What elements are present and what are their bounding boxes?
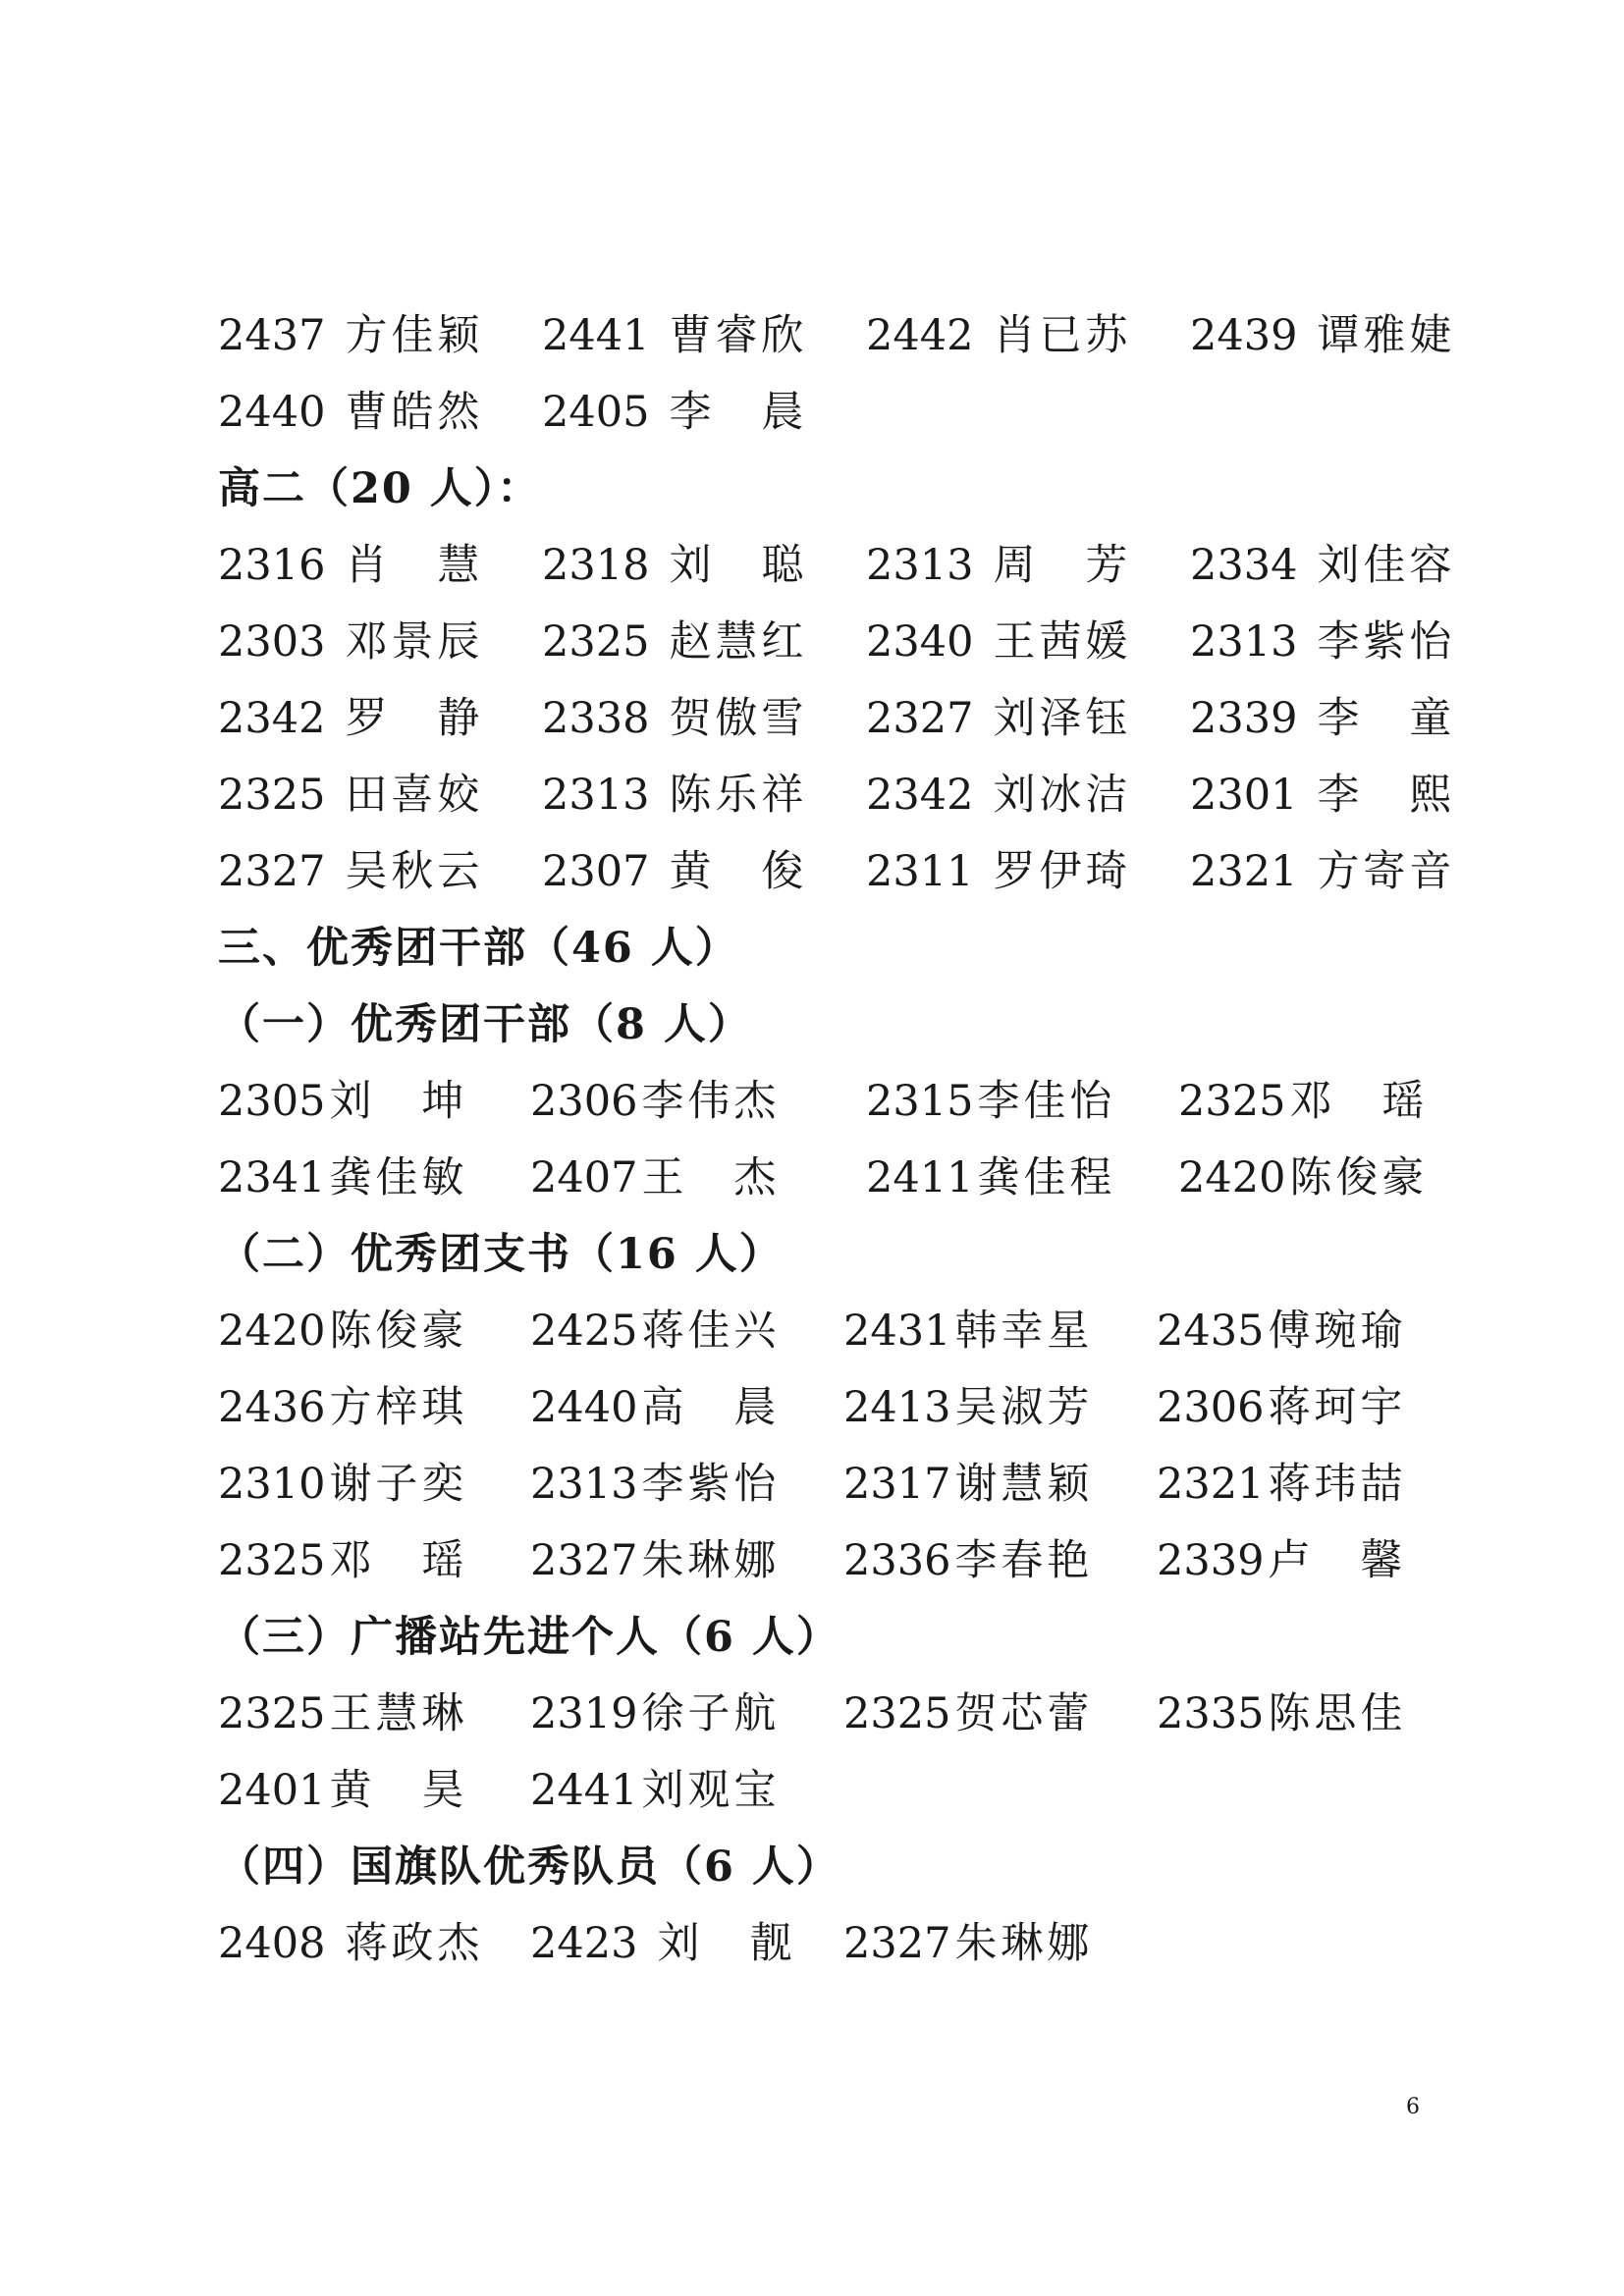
name-entry xyxy=(218,766,483,825)
student-name: 方佳颖 xyxy=(345,311,484,360)
name-entry xyxy=(218,1148,467,1207)
student-name: 刘冰洁 xyxy=(993,771,1132,820)
class-number: 2420 xyxy=(1178,1153,1286,1202)
student-name: 方梓琪 xyxy=(329,1383,468,1432)
name-entry xyxy=(1157,1302,1406,1361)
class-number: 2305 xyxy=(218,1077,326,1126)
class-number: 2425 xyxy=(530,1307,638,1356)
name-entry xyxy=(542,689,807,748)
class-number: 2318 xyxy=(542,541,650,590)
class-number: 2338 xyxy=(542,694,650,743)
student-name: 刘 坤 xyxy=(329,1077,468,1126)
class-number: 2317 xyxy=(843,1460,951,1509)
student-name: 罗伊琦 xyxy=(993,847,1132,896)
name-entry xyxy=(530,1072,780,1131)
section-heading: 三、优秀团干部（46 人） xyxy=(218,924,739,973)
class-number: 2306 xyxy=(1157,1383,1265,1432)
class-number: 2313 xyxy=(542,771,650,820)
student-name: 龚佳敏 xyxy=(329,1153,468,1202)
student-name: 王 杰 xyxy=(641,1153,781,1202)
section-heading: （三）广播站先进个人（6 人） xyxy=(218,1613,840,1662)
student-name: 肖 慧 xyxy=(345,541,484,590)
name-entry xyxy=(1157,1455,1406,1514)
class-number: 2342 xyxy=(866,771,974,820)
class-number: 2316 xyxy=(218,541,326,590)
name-entry xyxy=(218,1684,467,1743)
name-entry xyxy=(1190,842,1455,901)
name-entry xyxy=(1157,1378,1406,1437)
class-number: 2336 xyxy=(843,1536,951,1585)
class-number: 2325 xyxy=(843,1689,951,1738)
class-number: 2327 xyxy=(218,847,326,896)
name-entry xyxy=(530,1455,780,1514)
name-entry xyxy=(218,1531,467,1590)
class-number: 2340 xyxy=(866,617,974,667)
student-name: 高 晨 xyxy=(641,1383,781,1432)
student-name: 李紫怡 xyxy=(641,1460,781,1509)
name-entry xyxy=(866,306,1131,365)
name-entry xyxy=(843,1455,1093,1514)
student-name: 蒋政杰 xyxy=(345,1919,484,1968)
student-name: 邓景辰 xyxy=(345,617,484,667)
student-name: 陈思佳 xyxy=(1268,1689,1407,1738)
student-name: 黄 昊 xyxy=(329,1766,468,1815)
section-heading: 高二（20 人）： xyxy=(218,464,542,513)
name-entry xyxy=(866,1072,1115,1131)
class-number: 2413 xyxy=(843,1383,951,1432)
class-number: 2407 xyxy=(530,1153,638,1202)
class-number: 2431 xyxy=(843,1307,951,1356)
class-number: 2339 xyxy=(1190,694,1298,743)
student-name: 陈俊豪 xyxy=(329,1307,468,1356)
name-entry xyxy=(218,1455,467,1514)
student-name: 贺傲雪 xyxy=(669,694,808,743)
student-name: 李 晨 xyxy=(669,388,808,437)
name-entry xyxy=(843,1531,1093,1590)
name-entry xyxy=(530,1302,780,1361)
student-name: 朱琳娜 xyxy=(954,1919,1094,1968)
class-number: 2315 xyxy=(866,1077,974,1126)
class-number: 2437 xyxy=(218,311,326,360)
class-number: 2325 xyxy=(1178,1077,1286,1126)
name-entry xyxy=(1157,1531,1406,1590)
student-name: 谢慧颖 xyxy=(954,1460,1094,1509)
class-number: 2311 xyxy=(866,847,974,896)
name-entry xyxy=(866,689,1131,748)
name-entry xyxy=(866,766,1131,825)
class-number: 2339 xyxy=(1157,1536,1265,1585)
class-number: 2307 xyxy=(542,847,650,896)
name-entry xyxy=(542,383,807,442)
name-entry xyxy=(866,613,1131,671)
class-number: 2342 xyxy=(218,694,326,743)
class-number: 2306 xyxy=(530,1077,638,1126)
name-entry xyxy=(1190,536,1455,595)
class-number: 2401 xyxy=(218,1766,326,1815)
name-entry xyxy=(866,1148,1115,1207)
student-name: 傅琬瑜 xyxy=(1268,1307,1407,1356)
student-name: 李 熙 xyxy=(1317,771,1456,820)
name-entry xyxy=(542,613,807,671)
name-entry xyxy=(218,306,483,365)
name-entry xyxy=(218,1761,467,1820)
student-name: 田喜姣 xyxy=(345,771,484,820)
student-name: 李佳怡 xyxy=(977,1077,1116,1126)
name-entry xyxy=(1190,613,1455,671)
name-entry xyxy=(542,842,807,901)
name-entry xyxy=(530,1148,780,1207)
student-name: 刘佳容 xyxy=(1317,541,1456,590)
name-entry xyxy=(866,842,1131,901)
class-number: 2405 xyxy=(542,388,650,437)
class-number: 2334 xyxy=(1190,541,1298,590)
name-entry xyxy=(530,1761,780,1820)
name-entry xyxy=(530,1531,780,1590)
student-name: 曹皓然 xyxy=(345,388,484,437)
class-number: 2325 xyxy=(218,1536,326,1585)
student-name: 王慧琳 xyxy=(329,1689,468,1738)
student-name: 刘 靓 xyxy=(657,1919,796,1968)
section-heading: （四）国旗队优秀队员（6 人） xyxy=(218,1842,840,1892)
class-number: 2325 xyxy=(218,1689,326,1738)
class-number: 2440 xyxy=(530,1383,638,1432)
class-number: 2436 xyxy=(218,1383,326,1432)
class-number: 2301 xyxy=(1190,771,1298,820)
student-name: 贺芯蕾 xyxy=(954,1689,1094,1738)
student-name: 曹睿欣 xyxy=(669,311,808,360)
name-entry xyxy=(1178,1148,1428,1207)
name-entry xyxy=(1190,306,1455,365)
name-entry xyxy=(218,842,483,901)
class-number: 2439 xyxy=(1190,311,1298,360)
name-entry xyxy=(530,1684,780,1743)
name-entry xyxy=(218,1072,467,1131)
name-entry xyxy=(542,306,807,365)
name-entry xyxy=(542,766,807,825)
student-name: 吴秋云 xyxy=(345,847,484,896)
class-number: 2423 xyxy=(530,1919,638,1968)
student-name: 王茜媛 xyxy=(993,617,1132,667)
student-name: 李春艳 xyxy=(954,1536,1094,1585)
class-number: 2435 xyxy=(1157,1307,1265,1356)
name-entry xyxy=(843,1302,1093,1361)
class-number: 2335 xyxy=(1157,1689,1265,1738)
name-entry xyxy=(218,536,483,595)
student-name: 蒋佳兴 xyxy=(641,1307,781,1356)
name-entry xyxy=(218,383,483,442)
student-name: 朱琳娜 xyxy=(641,1536,781,1585)
class-number: 2313 xyxy=(866,541,974,590)
student-name: 刘泽钰 xyxy=(993,694,1132,743)
class-number: 2325 xyxy=(218,771,326,820)
class-number: 2441 xyxy=(542,311,650,360)
student-name: 蒋珂宇 xyxy=(1268,1383,1407,1432)
name-entry xyxy=(218,689,483,748)
class-number: 2321 xyxy=(1190,847,1298,896)
class-number: 2319 xyxy=(530,1689,638,1738)
student-name: 韩幸星 xyxy=(954,1307,1094,1356)
name-entry xyxy=(843,1684,1093,1743)
student-name: 谢子奕 xyxy=(329,1460,468,1509)
class-number: 2440 xyxy=(218,388,326,437)
name-entry xyxy=(1190,766,1455,825)
student-name: 邓 瑶 xyxy=(1289,1077,1429,1126)
student-name: 李伟杰 xyxy=(641,1077,781,1126)
student-name: 肖已苏 xyxy=(993,311,1132,360)
page-number: 6 xyxy=(1406,2095,1420,2119)
name-entry xyxy=(218,1378,467,1437)
student-name: 刘 聪 xyxy=(669,541,808,590)
student-name: 徐子航 xyxy=(641,1689,781,1738)
name-entry xyxy=(1190,689,1455,748)
student-name: 邓 瑶 xyxy=(329,1536,468,1585)
student-name: 陈俊豪 xyxy=(1289,1153,1429,1202)
name-entry xyxy=(530,1378,780,1437)
class-number: 2408 xyxy=(218,1919,326,1968)
student-name: 刘观宝 xyxy=(641,1766,781,1815)
class-number: 2327 xyxy=(530,1536,638,1585)
class-number: 2327 xyxy=(843,1919,951,1968)
student-name: 吴淑芳 xyxy=(954,1383,1094,1432)
student-name: 赵慧红 xyxy=(669,617,808,667)
section-heading: （一）优秀团干部（8 人） xyxy=(218,1000,752,1049)
class-number: 2321 xyxy=(1157,1460,1265,1509)
class-number: 2325 xyxy=(542,617,650,667)
name-entry xyxy=(843,1914,1093,1973)
student-name: 卢 馨 xyxy=(1268,1536,1407,1585)
class-number: 2411 xyxy=(866,1153,974,1202)
class-number: 2341 xyxy=(218,1153,326,1202)
class-number: 2313 xyxy=(1190,617,1298,667)
class-number: 2442 xyxy=(866,311,974,360)
student-name: 方寄音 xyxy=(1317,847,1456,896)
student-name: 黄 俊 xyxy=(669,847,808,896)
name-entry xyxy=(218,613,483,671)
class-number: 2303 xyxy=(218,617,326,667)
student-name: 谭雅婕 xyxy=(1317,311,1456,360)
student-name: 蒋玮喆 xyxy=(1268,1460,1407,1509)
name-entry xyxy=(542,536,807,595)
class-number: 2313 xyxy=(530,1460,638,1509)
name-entry xyxy=(218,1302,467,1361)
student-name: 龚佳程 xyxy=(977,1153,1116,1202)
name-entry xyxy=(218,1914,483,1973)
class-number: 2420 xyxy=(218,1307,326,1356)
student-name: 李紫怡 xyxy=(1317,617,1456,667)
section-heading: （二）优秀团支书（16 人） xyxy=(218,1230,784,1279)
student-name: 周 芳 xyxy=(993,541,1132,590)
class-number: 2327 xyxy=(866,694,974,743)
name-entry xyxy=(843,1378,1093,1437)
name-entry xyxy=(866,536,1131,595)
name-entry xyxy=(530,1914,795,1973)
class-number: 2441 xyxy=(530,1766,638,1815)
name-entry xyxy=(1178,1072,1428,1131)
student-name: 李 童 xyxy=(1317,694,1456,743)
student-name: 陈乐祥 xyxy=(669,771,808,820)
name-entry xyxy=(1157,1684,1406,1743)
student-name: 罗 静 xyxy=(345,694,484,743)
class-number: 2310 xyxy=(218,1460,326,1509)
